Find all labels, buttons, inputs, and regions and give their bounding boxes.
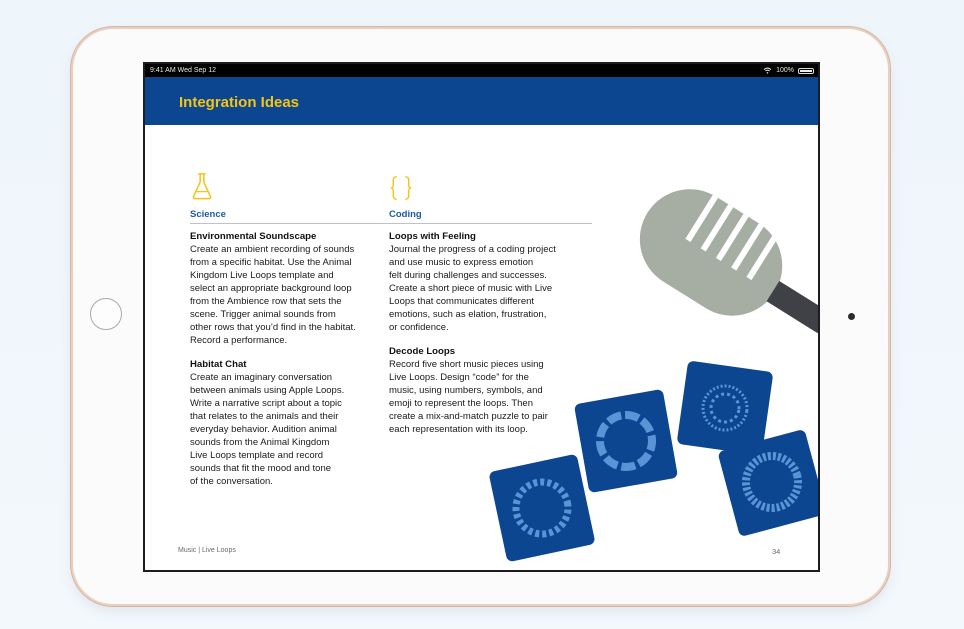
- status-time: 9:41 AM Wed Sep 12: [150, 67, 217, 74]
- microphone-icon: [621, 170, 818, 365]
- status-right: [763, 64, 814, 77]
- footer-book-title: Music | Live Loops: [178, 547, 236, 554]
- wifi-icon: [763, 67, 772, 74]
- idea-habitat-chat: [190, 358, 375, 488]
- curly-braces-icon: [389, 174, 413, 202]
- loop-tile-2: [574, 389, 678, 493]
- battery-icon: [798, 68, 814, 74]
- divider: [190, 223, 392, 224]
- chapter-header: [145, 77, 818, 125]
- idea-loops-with-feeling: [389, 230, 574, 334]
- loop-tile-1: [488, 454, 595, 563]
- column-label-coding: Coding: [389, 209, 422, 220]
- column-label-science: Science: [190, 209, 226, 220]
- idea-environmental-soundscape: [190, 230, 375, 347]
- idea-text: Record five short music pieces using Live Loops. Design “code” for the music, using numbers, symbols, and emoji to represent the loops. Then create a mix-and-match puzzle to pair each representation with its loop.: [389, 359, 548, 435]
- idea-title: Environmental Soundscape: [190, 231, 317, 242]
- idea-title: Habitat Chat: [190, 359, 247, 370]
- page-title: Integration Ideas: [179, 94, 300, 111]
- loop-tile-3: [677, 360, 774, 455]
- idea-text: Create an imaginary conversation between animals using Apple Loops. Write a narrative script about a topic that relates to the animals and their everyday behavior. Audition animal sounds from the Animal Kingdom Live Loops template and record sounds that fit the mood and tone of the conversation.: [190, 372, 345, 487]
- flask-icon: [190, 172, 214, 200]
- idea-decode-loops: [389, 345, 574, 436]
- loop-tile-4: [717, 429, 818, 537]
- camera-icon: [848, 313, 855, 320]
- idea-text: Journal the progress of a coding project and use music to express emotion felt during challenges and successes. Create a short piece of music with Live Loops that communicates different emotions, such as elation, frustration, or confidence.: [389, 244, 556, 333]
- status-bar: [145, 64, 818, 77]
- divider: [389, 223, 592, 224]
- page-number: 34: [772, 547, 781, 556]
- idea-text: Create an ambient recording of sounds from a specific habitat. Use the Animal Kingdom Live Loops template and select an appropriate background loop from the Ambience row that sets the scene. Trigger animal sounds from other rows that you’d find in the habitat. Record a performance.: [190, 244, 356, 346]
- screen: [145, 64, 818, 570]
- battery-percent: 100%: [776, 67, 794, 74]
- idea-title: Loops with Feeling: [389, 231, 476, 242]
- home-button[interactable]: [90, 298, 122, 330]
- idea-title: Decode Loops: [389, 346, 456, 357]
